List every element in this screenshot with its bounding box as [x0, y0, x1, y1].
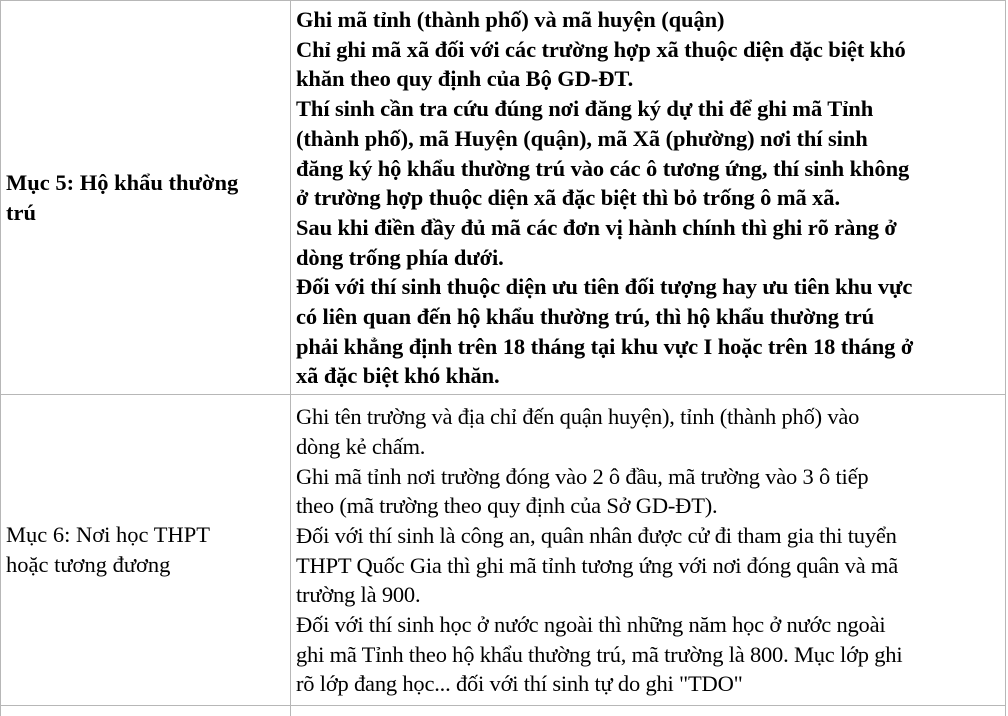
row-label-cell [1, 1, 291, 395]
row-label-line: trú [6, 199, 36, 225]
content-line: Chỉ ghi mã xã đối với các trường hợp xã thuộc diện đặc biệt khó [296, 36, 906, 62]
table-row-muc-5 [1, 1, 1006, 395]
content-line: dòng kẻ chấm. [296, 433, 426, 459]
row-label-cell [1, 395, 291, 706]
content-line: (thành phố), mã Huyện (quận), mã Xã (phường) nơi thí sinh [296, 125, 868, 151]
table-row-muc-6 [1, 395, 1006, 706]
content-line: Đối với thí sinh là công an, quân nhân được cử đi tham gia thi tuyển [296, 522, 897, 548]
content-line: Sau khi điền đầy đủ mã các đơn vị hành chính thì ghi rõ ràng ở [296, 214, 897, 240]
row-content-cell [291, 395, 1006, 706]
content-line: có liên quan đến hộ khẩu thường trú, thì hộ khẩu thường trú [296, 304, 875, 330]
content-line: ghi mã Tỉnh theo hộ khẩu thường trú, mã trường là 800. Mục lớp ghi [296, 641, 903, 667]
row-label-cell [1, 706, 291, 716]
content-line: THPT Quốc Gia thì ghi mã tỉnh tương ứng với nơi đóng quân và mã [296, 552, 899, 578]
content-line: xã đặc biệt khó khăn. [296, 363, 500, 389]
row-label-line: Mục 5: Hộ khẩu thường [6, 169, 239, 195]
content-line: Đối với thí sinh học ở nước ngoài thì những năm học ở nước ngoài [296, 612, 886, 638]
content-line: Đối với thí sinh thuộc diện ưu tiên đối tượng hay ưu tiên khu vực [296, 274, 913, 300]
content-line: Ghi mã tỉnh (thành phố) và mã huyện (quận) [296, 7, 725, 32]
content-line: rõ lớp đang học... đối với thí sinh tự do ghi "TDO" [296, 671, 743, 697]
content-line: trường là 900. [296, 582, 421, 608]
content-line: dòng trống phía dưới. [296, 244, 504, 270]
content-line: Thí sinh cần tra cứu đúng nơi đăng ký dự thi để ghi mã Tỉnh [296, 96, 874, 122]
content-line: đăng ký hộ khẩu thường trú vào các ô tương ứng, thí sinh không [296, 155, 910, 181]
content-line: phải khẳng định trên 18 tháng tại khu vực I hoặc trên 18 tháng ở [296, 333, 914, 359]
content-line: ở trường hợp thuộc diện xã đặc biệt thì bỏ trống ô mã xã. [296, 185, 840, 211]
content-line: Ghi mã tỉnh nơi trường đóng vào 2 ô đầu, mã trường vào 3 ô tiếp [296, 463, 869, 489]
content-line: khăn theo quy định của Bộ GD-ĐT. [296, 66, 634, 92]
table-row-next-partial [1, 706, 1006, 716]
row-label-line: Mục 6: Nơi học THPT [6, 522, 210, 548]
content-line: Ghi tên trường và địa chỉ đến quận huyện), tỉnh (thành phố) vào [296, 404, 860, 430]
row-content-cell [291, 1, 1006, 395]
row-content-cell [291, 706, 1006, 716]
content-line: theo (mã trường theo quy định của Sở GD-ĐT). [296, 493, 718, 519]
row-label-line: hoặc tương đương [6, 552, 171, 578]
